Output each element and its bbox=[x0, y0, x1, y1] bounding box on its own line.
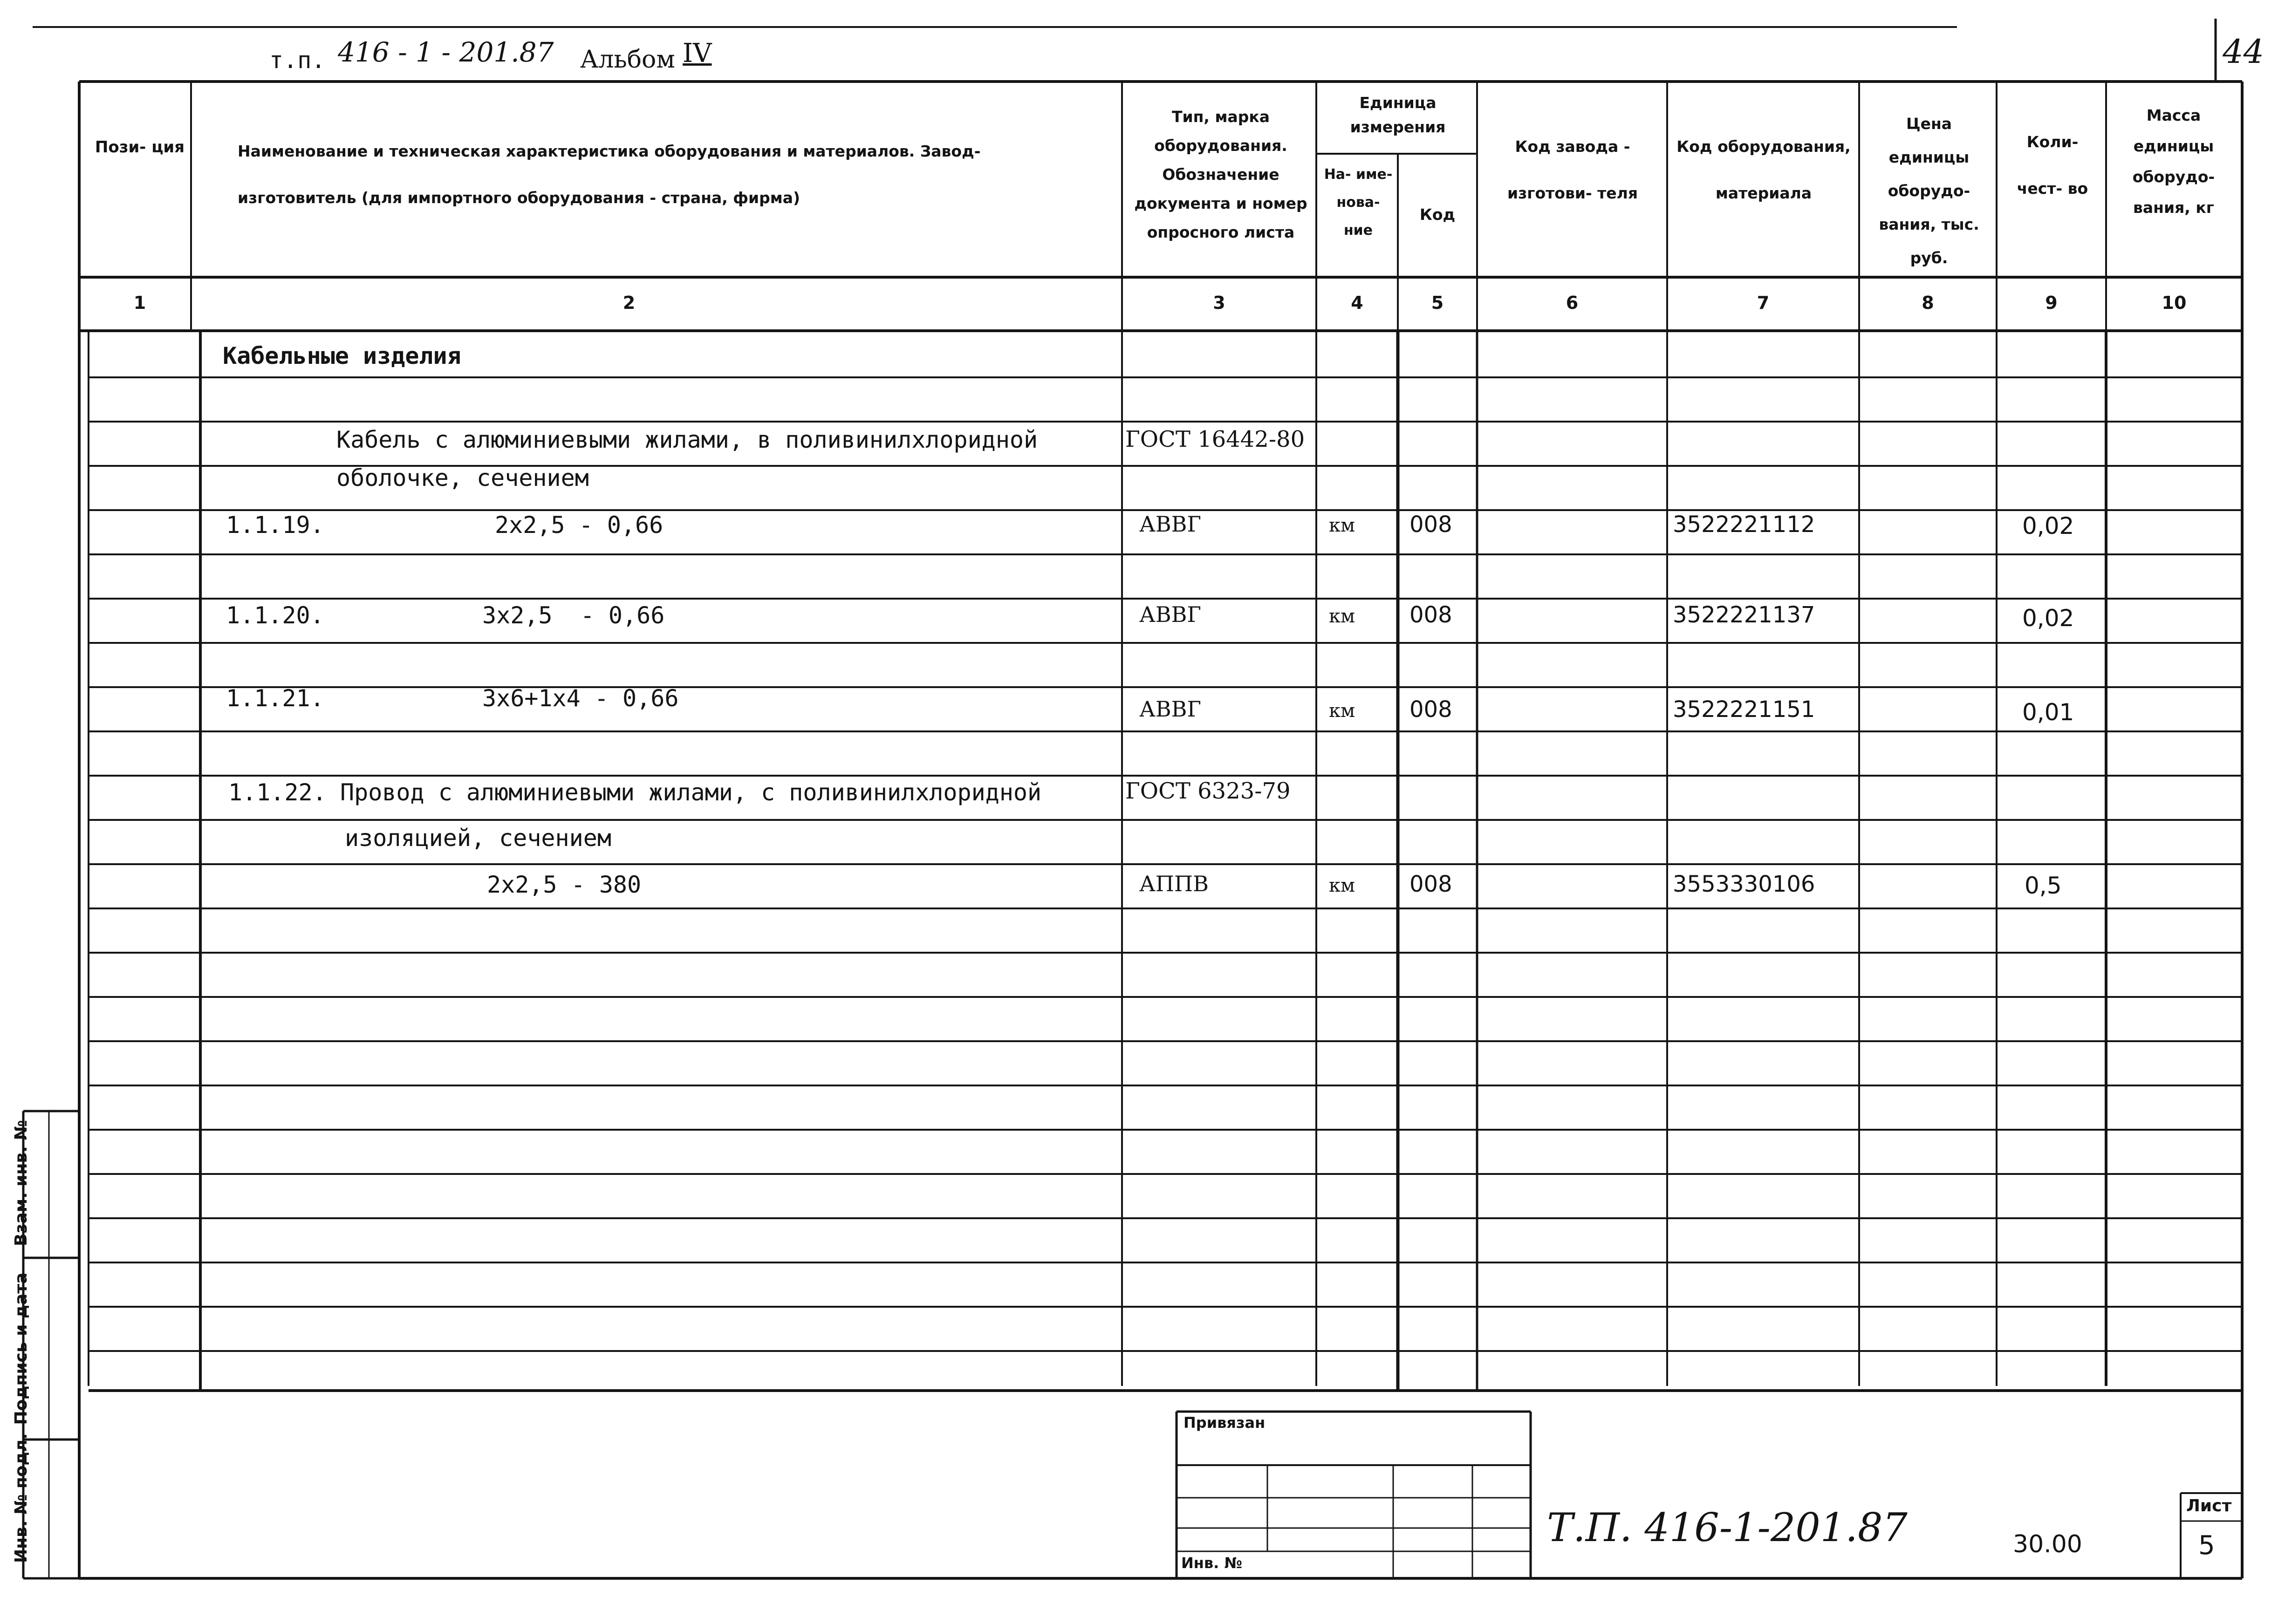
sidebar-inv-podl: Инв. № подл. bbox=[12, 1433, 31, 1563]
stamp-sheet-number: 5 bbox=[2198, 1530, 2215, 1561]
col-header-quantity: Коли- чест- во bbox=[2017, 133, 2088, 198]
col-number-7: 7 bbox=[1757, 293, 1770, 313]
item-unit: км bbox=[1329, 700, 1355, 722]
album-number: IV bbox=[683, 38, 712, 68]
wire-item-quantity: 0,5 bbox=[2025, 872, 2062, 899]
col-number-3: 3 bbox=[1213, 293, 1225, 313]
col-number-4: 4 bbox=[1351, 293, 1363, 313]
item-equipment-code: 3522221137 bbox=[1673, 602, 1815, 628]
item-unit: км bbox=[1329, 606, 1355, 627]
item-equipment-code: 3522221112 bbox=[1673, 512, 1815, 538]
item-name: 3х6+1х4 - 0,66 bbox=[482, 685, 679, 712]
col-number-6: 6 bbox=[1566, 293, 1579, 313]
item-type: АВВГ bbox=[1139, 696, 1201, 722]
sidebar-podpis-data: Подпись и дата bbox=[12, 1272, 31, 1425]
col-header-unit-name: На- име- нова- ние bbox=[1324, 166, 1393, 239]
wire-gost: ГОСТ 6323-79 bbox=[1125, 778, 1291, 804]
item-unit-code: 008 bbox=[1409, 512, 1452, 538]
wire-item-equipment-code: 3553330106 bbox=[1673, 871, 1815, 897]
item-position: 1.1.19. bbox=[226, 512, 324, 539]
cable-gost: ГОСТ 16442-80 bbox=[1125, 426, 1305, 452]
col-number-2: 2 bbox=[623, 293, 636, 313]
col-header-price: Цена единицы оборудо- вания, тыс. руб. bbox=[1879, 115, 1979, 267]
cable-description-line2: оболочке, сечением bbox=[336, 464, 589, 491]
col-number-5: 5 bbox=[1431, 293, 1444, 313]
col-header-factory-code: Код завода - изготови- теля bbox=[1507, 137, 1638, 202]
item-unit-code: 008 bbox=[1409, 696, 1452, 723]
item-position: 1.1.21. bbox=[226, 685, 324, 712]
col-header-unit-group: Единица измерения bbox=[1350, 94, 1446, 136]
col-header-equip-code: Код оборудования, материала bbox=[1676, 137, 1851, 202]
item-name: 3х2,5 - 0,66 bbox=[482, 602, 665, 629]
col-header-name: Наименование и техническая характеристика оборудования и материалов. Завод-изготовитель (для импортного оборудования - страна, фирма) bbox=[238, 142, 981, 207]
stamp-format-code: 30.00 bbox=[2013, 1530, 2082, 1558]
page-number: 44 bbox=[2223, 33, 2264, 71]
item-type: АВВГ bbox=[1139, 602, 1201, 627]
section-title: Кабельные изделия bbox=[223, 342, 461, 369]
wire-item-unit-code: 008 bbox=[1409, 871, 1452, 897]
tp-number: 416 - 1 - 201.87 bbox=[338, 36, 554, 68]
col-header-unit-code: Код bbox=[1419, 205, 1456, 224]
item-equipment-code: 3522221151 bbox=[1673, 696, 1815, 723]
sidebar-vzam-inv: Взам. инв. № bbox=[12, 1120, 31, 1246]
wire-description-line2: изоляцией, сечением bbox=[345, 825, 611, 852]
item-unit-code: 008 bbox=[1409, 602, 1452, 628]
col-number-9: 9 bbox=[2045, 293, 2058, 313]
wire-description-line1: Провод с алюминиевыми жилами, с поливинилхлоридной bbox=[340, 779, 1042, 806]
wire-item-unit: км bbox=[1329, 875, 1355, 896]
item-name: 2х2,5 - 0,66 bbox=[495, 512, 664, 539]
col-number-8: 8 bbox=[1922, 293, 1934, 313]
item-quantity: 0,01 bbox=[2022, 699, 2074, 726]
wire-position: 1.1.22. bbox=[228, 779, 327, 806]
stamp-sheet-label: Лист bbox=[2186, 1496, 2232, 1515]
col-number-1: 1 bbox=[133, 293, 146, 313]
wire-item-name: 2х2,5 - 380 bbox=[487, 871, 642, 898]
item-quantity: 0,02 bbox=[2022, 605, 2074, 632]
item-quantity: 0,02 bbox=[2022, 512, 2074, 539]
item-position: 1.1.20. bbox=[226, 602, 324, 629]
stamp-inv-no: Инв. № bbox=[1181, 1554, 1242, 1572]
item-unit: км bbox=[1329, 515, 1355, 536]
col-number-10: 10 bbox=[2162, 293, 2187, 313]
stamp-document-number: Т.П. 416-1-201.87 bbox=[1547, 1505, 1908, 1550]
tp-label: т.п. bbox=[269, 47, 326, 74]
item-type: АВВГ bbox=[1139, 512, 1201, 537]
stamp-privyazan: Привязан bbox=[1184, 1414, 1266, 1432]
col-header-position: Пози- ция bbox=[95, 138, 185, 157]
album-label: Альбом bbox=[580, 46, 675, 74]
cable-description-line1: Кабель с алюминиевыми жилами, в поливинилхлоридной bbox=[336, 426, 1038, 453]
wire-item-type: АППВ bbox=[1139, 871, 1209, 896]
col-header-mass: Масса единицы оборудо- вания, кг bbox=[2132, 106, 2215, 217]
col-header-type: Тип, марка оборудования. Обозначение документа и номер опросного листа bbox=[1134, 108, 1307, 241]
